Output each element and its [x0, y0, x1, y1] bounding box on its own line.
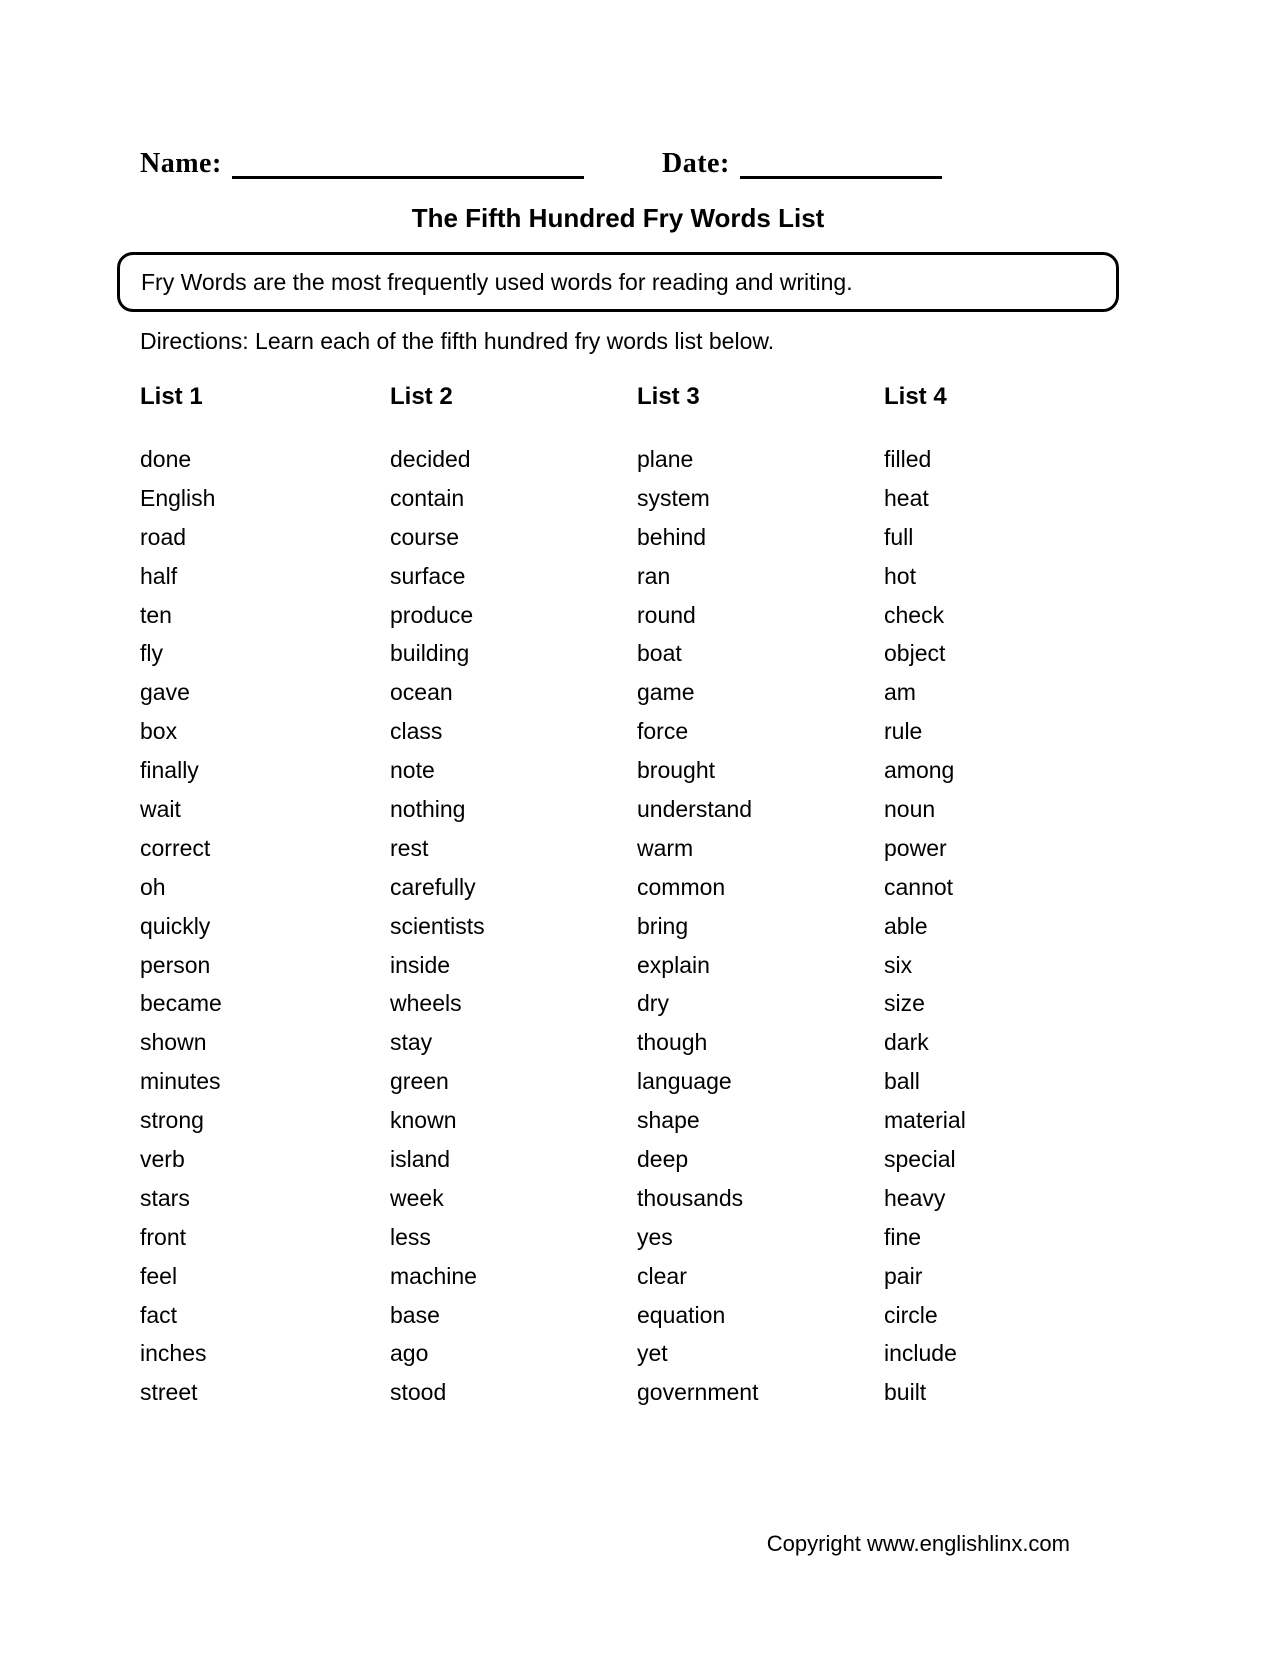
word-item: produce — [390, 601, 474, 628]
word-item: boat — [637, 640, 682, 667]
word-item: yet — [637, 1340, 668, 1367]
word-item: half — [140, 562, 178, 589]
word-item: though — [637, 1029, 708, 1056]
directions-text: Directions: Learn each of the fifth hundred fry words list below. — [140, 328, 775, 354]
word-item: ocean — [390, 679, 453, 706]
word-item: ball — [884, 1068, 920, 1095]
name-blank-line — [232, 151, 584, 179]
word-item: heavy — [884, 1184, 946, 1211]
word-item: feel — [140, 1262, 178, 1289]
word-item: contain — [390, 484, 465, 511]
word-item: week — [390, 1184, 444, 1211]
name-field-group — [140, 148, 584, 180]
word-item: include — [884, 1340, 957, 1367]
list-header-2: List 2 — [390, 383, 453, 410]
word-item: course — [390, 523, 460, 550]
name-label: Name: — [140, 148, 222, 179]
word-item: power — [884, 834, 947, 861]
word-item: wait — [140, 796, 181, 823]
word-item: heat — [884, 484, 929, 511]
word-item: noun — [884, 796, 936, 823]
word-item: verb — [140, 1146, 185, 1173]
word-item: machine — [390, 1262, 477, 1289]
word-item: became — [140, 990, 222, 1017]
word-item: front — [140, 1223, 187, 1250]
word-item: shown — [140, 1029, 207, 1056]
word-item: shape — [637, 1107, 700, 1134]
fry-words-callout-box — [117, 252, 1119, 312]
word-item: force — [637, 718, 689, 745]
word-item: system — [637, 484, 710, 511]
word-item: government — [637, 1379, 759, 1406]
word-item: language — [637, 1068, 732, 1095]
word-item: minutes — [140, 1068, 221, 1095]
word-item: box — [140, 718, 178, 745]
word-item: hot — [884, 562, 916, 589]
word-lists-grid — [140, 383, 1131, 1412]
date-label: Date: — [662, 148, 730, 179]
list-header-1: List 1 — [140, 383, 203, 410]
word-item: street — [140, 1379, 198, 1406]
word-item: behind — [637, 523, 707, 550]
word-item: bring — [637, 912, 689, 939]
word-item: common — [637, 873, 726, 900]
word-item: surface — [390, 562, 466, 589]
word-item: clear — [637, 1262, 687, 1289]
word-item: stay — [390, 1029, 433, 1056]
copyright-text: Copyright www.englishlinx.com — [766, 1531, 1070, 1556]
word-item: strong — [140, 1107, 204, 1134]
word-item: scientists — [390, 912, 485, 939]
word-item: decided — [390, 446, 471, 472]
word-item: ran — [637, 562, 671, 589]
word-item: stood — [390, 1379, 447, 1406]
date-field-group — [662, 148, 942, 180]
list-header-3: List 3 — [637, 383, 700, 410]
word-list-3 — [637, 383, 884, 1412]
word-item: road — [140, 523, 187, 550]
word-item: known — [390, 1107, 457, 1134]
word-item: base — [390, 1301, 440, 1328]
word-list-1 — [140, 383, 390, 1412]
word-item: full — [884, 523, 914, 550]
word-item: oh — [140, 873, 166, 900]
word-item: size — [884, 990, 925, 1017]
word-item: dark — [884, 1029, 929, 1056]
word-item: special — [884, 1146, 956, 1173]
word-item: among — [884, 757, 955, 784]
word-item: cannot — [884, 873, 954, 900]
name-date-row — [0, 148, 1275, 194]
word-item: correct — [140, 834, 211, 861]
word-item: wheels — [390, 990, 462, 1017]
word-item: done — [140, 446, 192, 472]
word-item: built — [884, 1379, 927, 1406]
word-item: dry — [637, 990, 669, 1017]
word-item: deep — [637, 1146, 689, 1173]
page-title: The Fifth Hundred Fry Words List — [411, 203, 825, 233]
word-item: note — [390, 757, 435, 784]
word-item: rest — [390, 834, 429, 861]
word-item: object — [884, 640, 946, 667]
word-item: quickly — [140, 912, 211, 939]
word-item: person — [140, 951, 211, 978]
word-item: English — [140, 484, 216, 511]
word-item: yes — [637, 1223, 673, 1250]
word-item: plane — [637, 446, 694, 472]
callout-text: Fry Words are the most frequently used words for reading and writing. — [141, 268, 853, 295]
word-item: pair — [884, 1262, 923, 1289]
word-item: equation — [637, 1301, 726, 1328]
word-item: check — [884, 601, 945, 628]
word-item: warm — [637, 834, 694, 861]
word-item: six — [884, 951, 913, 978]
word-item: circle — [884, 1301, 938, 1328]
word-item: less — [390, 1223, 431, 1250]
word-item: nothing — [390, 796, 466, 823]
word-item: finally — [140, 757, 199, 784]
word-item: rule — [884, 718, 923, 745]
word-item: building — [390, 640, 470, 667]
word-item: green — [390, 1068, 449, 1095]
word-item: am — [884, 679, 916, 706]
word-item: able — [884, 912, 928, 939]
word-item: material — [884, 1107, 966, 1134]
word-item: explain — [637, 951, 710, 978]
word-item: thousands — [637, 1184, 744, 1211]
word-item: gave — [140, 679, 190, 706]
word-item: fly — [140, 640, 163, 667]
word-item: carefully — [390, 873, 476, 900]
word-item: filled — [884, 446, 932, 472]
word-item: understand — [637, 796, 753, 823]
date-blank-line — [740, 151, 942, 179]
word-list-4 — [884, 383, 1131, 1412]
word-item: fine — [884, 1223, 922, 1250]
word-item: brought — [637, 757, 716, 784]
word-list-2 — [390, 383, 637, 1412]
word-item: class — [390, 718, 443, 745]
word-item: round — [637, 601, 696, 628]
word-item: island — [390, 1146, 451, 1173]
word-item: game — [637, 679, 695, 706]
word-item: inside — [390, 951, 451, 978]
word-item: stars — [140, 1184, 190, 1211]
word-item: fact — [140, 1301, 178, 1328]
word-item: inches — [140, 1340, 207, 1367]
word-item: ten — [140, 601, 172, 628]
list-header-4: List 4 — [884, 383, 947, 410]
word-item: ago — [390, 1340, 429, 1367]
